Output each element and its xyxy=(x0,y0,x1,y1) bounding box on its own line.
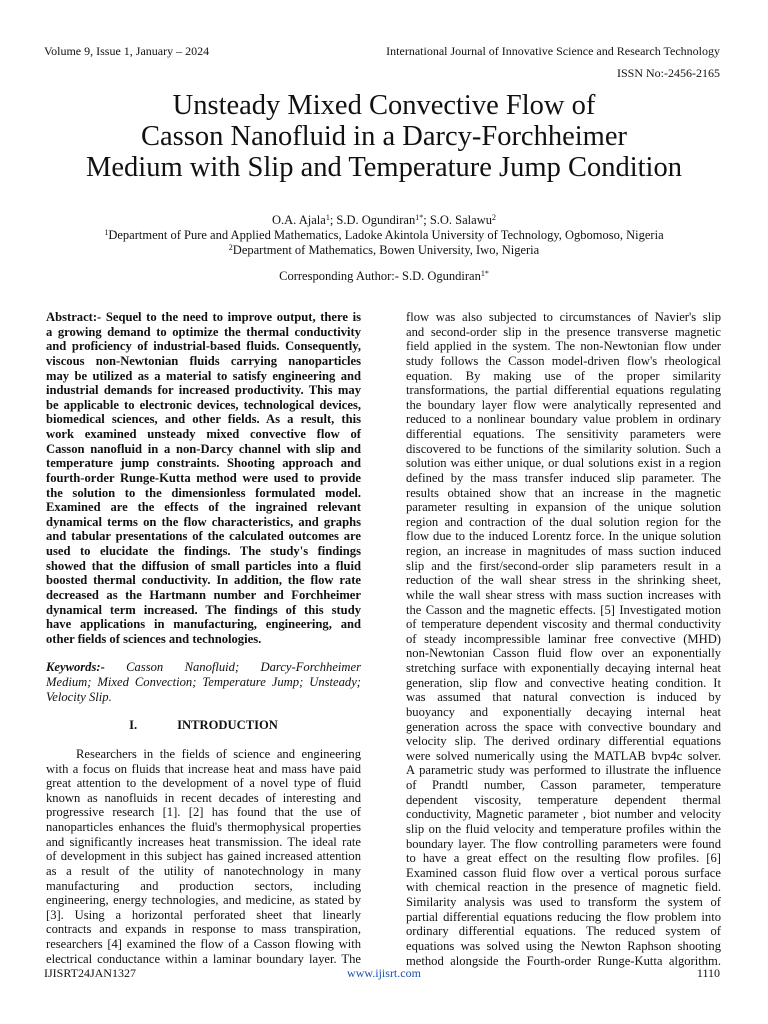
body-line: of temperature dependent viscosity and thermal conductivity xyxy=(406,617,721,632)
keywords xyxy=(46,660,361,704)
body-line: slip and the first/second-order slip parameters result in a xyxy=(406,558,721,573)
title-line: Medium with Slip and Temperature Jump Condition xyxy=(86,152,682,183)
body-line: field applied in the system. The non-Newtonian flow under xyxy=(406,339,721,354)
abstract-line: used to elucidate the findings. The study's findings xyxy=(46,544,361,558)
body-line: was assumed that natural convection is induced by xyxy=(406,690,721,705)
body-line: of steady incompressible laminar free convective (MHD) xyxy=(406,631,721,646)
body-line: stretching surface with exponentially decaying internal heat xyxy=(406,661,721,675)
abstract-line: Abstract:- Sequel to the need to improve output, there is xyxy=(46,310,361,324)
body-line: region and contraction of the dual solution region for the xyxy=(406,514,721,529)
author-affiliation-mark: 1 xyxy=(325,213,330,222)
body-line: manufacturing and production sectors, including xyxy=(46,878,361,893)
abstract-line: decreased as the Hartmann number and Forchheimer xyxy=(46,587,361,602)
body-line: region, an increase in magnitudes of mass suction induced xyxy=(406,544,721,558)
author-name: ; S.D. Ogundiran xyxy=(329,213,416,227)
body-line: reduced to a nonlinear boundary value problem in ordinary xyxy=(406,412,721,427)
body-line: generation, slip flow and convective heating condition. It xyxy=(406,675,721,690)
section-title: INTRODUCTION xyxy=(177,718,278,733)
journal-volume-header: Volume 9, Issue 1, January – 2024 xyxy=(44,44,210,58)
body-line: Similarity analysis was used to transform the system of xyxy=(406,895,721,909)
body-line: equations was solved using the Newton Raphson shooting xyxy=(406,938,721,953)
author-affiliation-mark: 1* xyxy=(415,213,424,222)
body-line: non-Newtonian Casson fluid flow over an exponentially xyxy=(406,646,721,661)
affiliation-2 xyxy=(40,243,728,258)
keywords-line: Velocity Slip. xyxy=(46,689,112,704)
keywords-label: Keywords:- xyxy=(46,660,105,675)
abstract-line: and tabular presentations of the calculated outcomes are xyxy=(46,529,361,544)
body-line: while the wall shear stress with mass suction increases with xyxy=(406,587,721,602)
abstract xyxy=(46,310,361,646)
body-paragraph xyxy=(406,310,721,968)
body-line: method alongside the Fourth-order Runge-Kutta algorithm. xyxy=(406,953,721,968)
body-line: flow was also subjected to circumstances of Navier's slip xyxy=(406,310,721,324)
body-line: parameter resulting in expansion of the unique solution xyxy=(406,500,721,515)
abstract-line: fourth-order Runge-Kutta method were used to provide xyxy=(46,470,361,485)
abstract-line: have applications in manufacturing, engineering, and xyxy=(46,617,361,632)
body-line: defined by the mass transfer induced slip parameter. The xyxy=(406,470,721,485)
paper-title xyxy=(40,90,728,183)
body-line: researchers [4] examined the flow of a Casson flowing with xyxy=(46,937,361,951)
body-line: with a focus on fluids that increase heat and mass have paid xyxy=(46,761,361,776)
body-line: ordinary differential equations. The reduced system of xyxy=(406,924,721,939)
body-line: contracts and expands in response to mass transpiration, xyxy=(46,922,361,937)
body-line: study follows the Casson model-driven flow's rheological xyxy=(406,353,721,368)
body-line: dependent viscosity, temperature dependent thermal xyxy=(406,792,721,807)
body-line: solution was either unique, or dual solutions exist in a region xyxy=(406,456,721,471)
body-line: generation across the space with convective boundary and xyxy=(406,719,721,734)
abstract-line: a growing demand to optimize the thermal conductivity xyxy=(46,324,361,339)
body-line: flow due to the induced Lorentz force. In the unique solution xyxy=(406,529,721,544)
section-heading-introduction xyxy=(46,718,361,733)
journal-name-header: International Journal of Innovative Science and Research Technology xyxy=(386,44,720,58)
body-line: results obtained show that an increase in the magnetic xyxy=(406,485,721,500)
body-line: of development in this subject has gained increased attention xyxy=(46,849,361,864)
page-number: 1110 xyxy=(696,966,720,980)
introduction-paragraph xyxy=(46,747,361,966)
author-name: O.A. Ajala xyxy=(272,213,326,227)
body-line: progressive research [1]. [2] has found that the use of xyxy=(46,805,361,820)
title-line: Unsteady Mixed Convective Flow of xyxy=(172,90,596,121)
abstract-line: temperature jump constraints. Shooting approach and xyxy=(46,456,361,471)
body-line: electrical conductance within a laminar boundary layer. The xyxy=(46,951,361,966)
body-line: with chemical reaction in the presence of magnetic field. xyxy=(406,880,721,895)
keywords-line xyxy=(46,660,361,675)
body-line: equation. By making use of the proper similarity xyxy=(406,368,721,383)
abstract-line: work examined unsteady mixed convective flow of xyxy=(46,427,361,441)
keywords-line: Medium; Mixed Convection; Temperature Jump; Unsteady; xyxy=(46,675,361,689)
body-line: slip on the fluid velocity and temperature profiles within the xyxy=(406,821,721,836)
affiliation-text: Department of Mathematics, Bowen University, Iwo, Nigeria xyxy=(232,243,540,257)
affiliation-mark: 2 xyxy=(228,243,233,252)
body-line: transformations, the partial differential equations regulating xyxy=(406,383,721,398)
abstract-line: Casson nanofluid in a non-Darcy channel with slip and xyxy=(46,441,361,456)
abstract-line: and proficiency of industrial-based fluids. Consequently, xyxy=(46,339,361,354)
abstract-line: boosted thermal conductivity. In addition, the flow rate xyxy=(46,573,361,588)
abstract-line: other fields of sciences and technologies. xyxy=(46,631,262,646)
corresponding-author-mark: 1* xyxy=(480,269,489,278)
body-line: A parametric study was performed to illustrate the influence xyxy=(406,763,721,778)
author-name: ; S.O. Salawu xyxy=(423,213,492,227)
body-line: and second-order slip in the presence transverse magnetic xyxy=(406,324,721,339)
left-column xyxy=(46,310,361,966)
body-line: engineering, energy technologies, and medicine, as stated by xyxy=(46,893,361,908)
body-line: conductivity, Magnetic parameter , biot number and velocity xyxy=(406,807,721,822)
body-line: to have a great effect on the resulting flow profiles. [6] xyxy=(406,851,721,866)
body-line: great attention to the development of a novel type of fluid xyxy=(46,776,361,791)
issn-number: ISSN No:-2456-2165 xyxy=(616,66,720,80)
body-line: were solved numerically using the MATLAB bvp4c solver. xyxy=(406,748,721,763)
abstract-line: dynamical terms on the flow characteristics, and graphs xyxy=(46,514,361,529)
abstract-line: viscous non-Newtonian fluids carrying nanoparticles xyxy=(46,353,361,368)
body-line: [3]. Using a horizontal perforated sheet that linearly xyxy=(46,907,361,922)
abstract-line: be applicable to electronic devices, technological devices, xyxy=(46,397,361,412)
abstract-line: the solution to the dimensionless formulated model. xyxy=(46,485,361,500)
body-line: the Casson and the magnetic effects. [5] Investigated motion xyxy=(406,602,721,617)
abstract-line: dynamical term increased. The findings of this study xyxy=(46,602,361,617)
body-line: Examined casson fluid flow over a vertical porous surface xyxy=(406,865,721,880)
body-line: of Prandtl number, Casson parameter, temperature xyxy=(406,778,721,792)
title-line: Casson Nanofluid in a Darcy-Forchheimer xyxy=(141,121,627,152)
right-column xyxy=(406,310,721,968)
corresponding-author xyxy=(40,269,728,284)
author-block xyxy=(40,213,728,284)
abstract-line: may be utilized as a material to satisfy engineering and xyxy=(46,368,361,383)
journal-website-link[interactable]: www.ijisrt.com xyxy=(347,966,421,980)
abstract-line: industrial demands for increased productivity. This may xyxy=(46,383,361,398)
article-id-footer: IJISRT24JAN1327 xyxy=(44,966,136,980)
body-line: and significantly increases heat transmission. The ideal rate xyxy=(46,834,361,849)
body-line: the boundary layer flow were analytically represented and xyxy=(406,397,721,412)
body-line: differential equations. The sensitivity parameters were xyxy=(406,427,721,441)
affiliation-text: Department of Pure and Applied Mathematics, Ladoke Akintola University of Technology, Ogbomoso, Nigeria xyxy=(108,228,664,242)
body-line: discovered to be functions of the similarity solution. Such a xyxy=(406,441,721,456)
body-line: known as nanofluids in recent decades of interesting and xyxy=(46,790,361,805)
abstract-line: Examined are the effects of the ingrained relevant xyxy=(46,500,361,515)
corresponding-author-text: Corresponding Author:- S.D. Ogundiran xyxy=(279,269,481,283)
section-number: I. xyxy=(129,718,138,733)
abstract-line: biomedical sciences, and other fields. As a result, this xyxy=(46,412,361,427)
abstract-line: showed that the diffusion of small particles into a fluid xyxy=(46,558,361,573)
affiliation-mark: 1 xyxy=(104,228,109,237)
body-line: partial differential equations reducing the flow problem into xyxy=(406,909,721,924)
body-line: as a result of the utility of nanotechnology in many xyxy=(46,863,361,878)
body-line: reduction of the wall shear stress in the shrinking sheet, xyxy=(406,573,721,588)
author-affiliation-mark: 2 xyxy=(491,213,496,222)
body-line: velocity slip. The derived ordinary differential equations xyxy=(406,734,721,749)
body-line: buoyancy and exponentially decaying internal heat xyxy=(406,704,721,719)
body-line: boundary layer. The flow controlling parameters were found xyxy=(406,836,721,851)
body-line: nanoparticles enhances the fluid's thermophysical properties xyxy=(46,820,361,834)
body-line: Researchers in the fields of science and engineering xyxy=(76,746,361,761)
affiliation-1 xyxy=(40,228,728,243)
author-list xyxy=(40,213,728,228)
keywords-text: Casson Nanofluid; Darcy-Forchheimer xyxy=(104,660,361,675)
